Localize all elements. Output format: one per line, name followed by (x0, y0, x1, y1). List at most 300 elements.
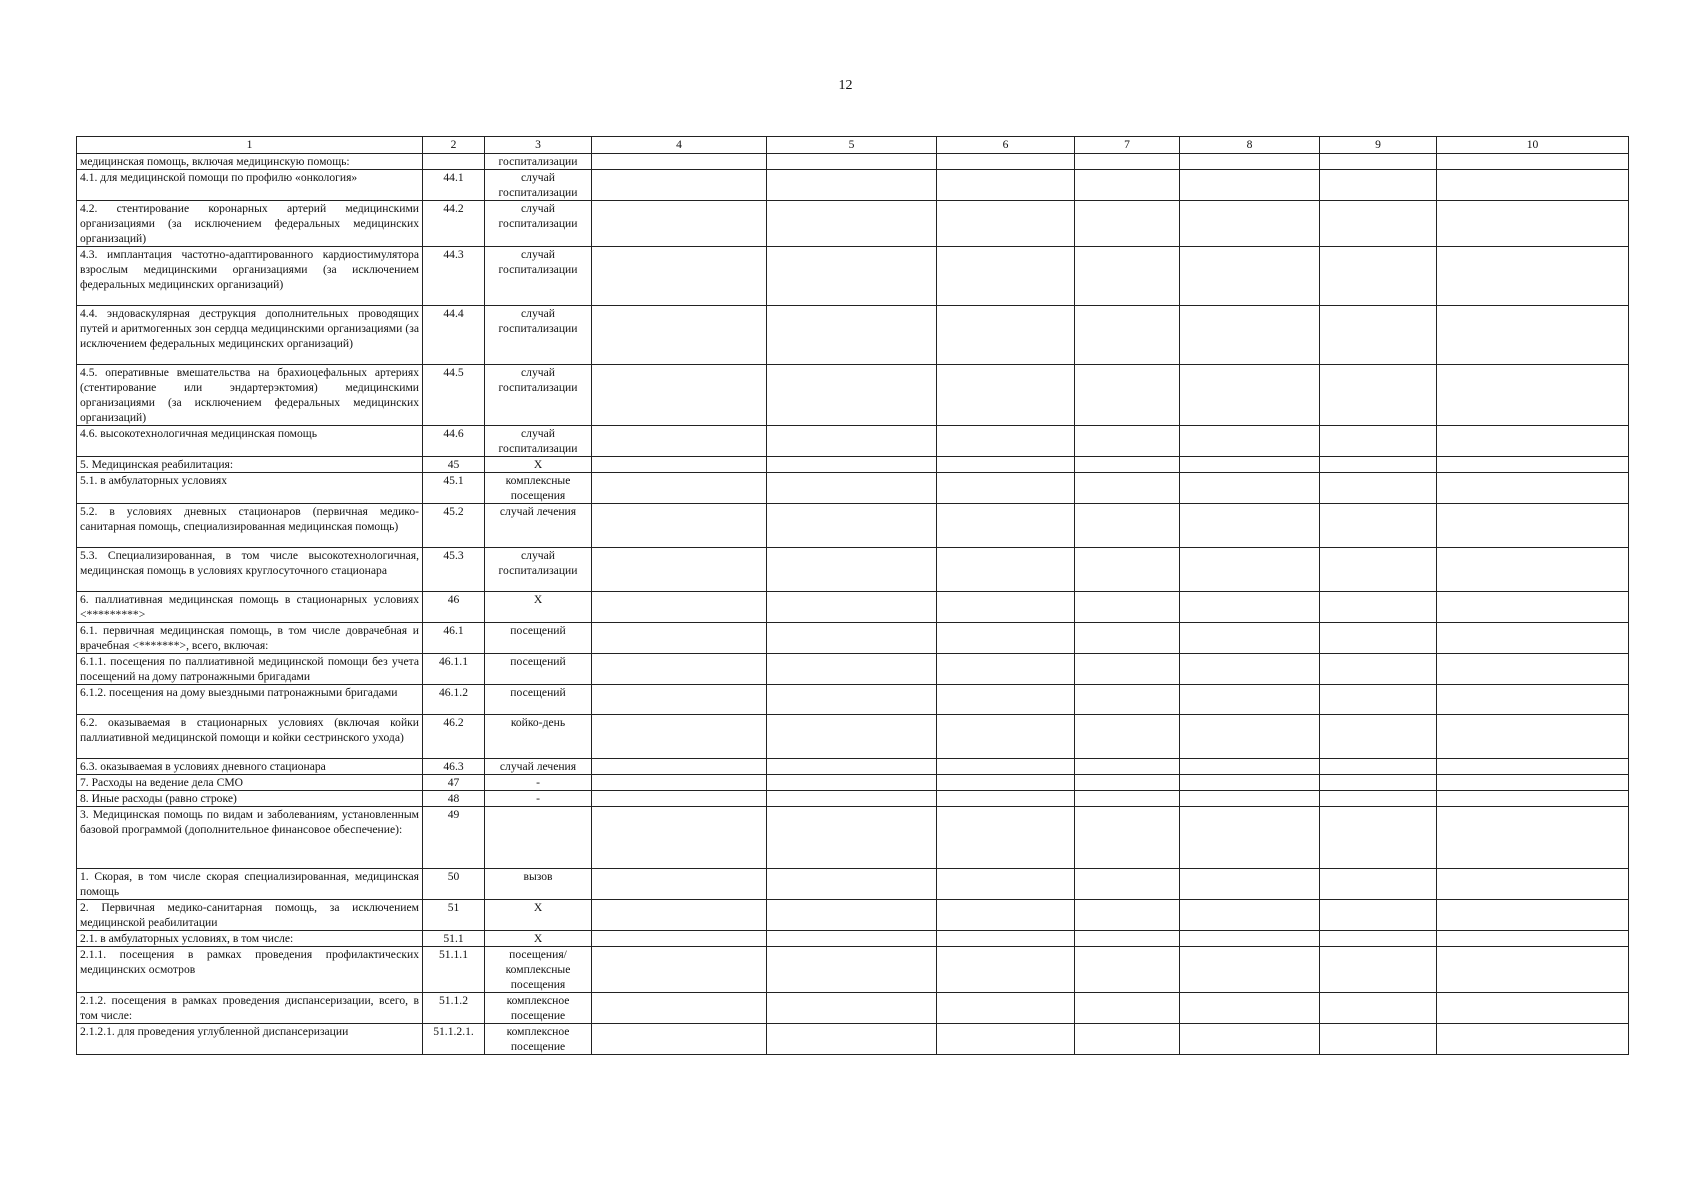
empty-value-cell (1075, 807, 1180, 869)
empty-value-cell (1180, 993, 1320, 1024)
empty-value-cell (1437, 473, 1629, 504)
empty-value-cell (937, 791, 1075, 807)
empty-value-cell (1180, 457, 1320, 473)
empty-value-cell (937, 623, 1075, 654)
empty-value-cell (592, 1024, 767, 1055)
row-name-cell: 5.2. в условиях дневных стационаров (первичная медико-санитарная помощь, специализированная медицинская помощь) (77, 504, 423, 548)
row-unit-cell: госпитализации (485, 154, 592, 170)
table-row (77, 715, 1629, 759)
row-code-cell: 49 (423, 807, 485, 869)
row-unit-cell: комплексное посещение (485, 1024, 592, 1055)
empty-value-cell (1075, 993, 1180, 1024)
empty-value-cell (1320, 791, 1437, 807)
empty-value-cell (1437, 759, 1629, 775)
empty-value-cell (767, 900, 937, 931)
empty-value-cell (937, 931, 1075, 947)
empty-value-cell (767, 592, 937, 623)
empty-value-cell (937, 365, 1075, 426)
empty-value-cell (1320, 548, 1437, 592)
empty-value-cell (1180, 154, 1320, 170)
empty-value-cell (592, 993, 767, 1024)
empty-value-cell (1075, 306, 1180, 365)
empty-value-cell (937, 900, 1075, 931)
empty-value-cell (1180, 791, 1320, 807)
row-unit-cell: Х (485, 900, 592, 931)
empty-value-cell (592, 654, 767, 685)
empty-value-cell (1075, 247, 1180, 306)
row-code-cell: 51.1 (423, 931, 485, 947)
empty-value-cell (1320, 807, 1437, 869)
table-row (77, 473, 1629, 504)
row-code-cell: 44.4 (423, 306, 485, 365)
empty-value-cell (1075, 426, 1180, 457)
empty-value-cell (1437, 900, 1629, 931)
column-number-row (77, 137, 1629, 154)
empty-value-cell (1320, 201, 1437, 247)
empty-value-cell (1437, 170, 1629, 201)
row-code-cell: 46.2 (423, 715, 485, 759)
row-unit-cell: Х (485, 931, 592, 947)
empty-value-cell (937, 807, 1075, 869)
row-name-cell: 6.1.2. посещения на дому выездными патронажными бригадами (77, 685, 423, 715)
empty-value-cell (1437, 791, 1629, 807)
empty-value-cell (1320, 170, 1437, 201)
empty-value-cell (1180, 900, 1320, 931)
empty-value-cell (1180, 715, 1320, 759)
empty-value-cell (592, 931, 767, 947)
data-table-container (76, 136, 1628, 1055)
row-code-cell: 51.1.2 (423, 993, 485, 1024)
empty-value-cell (1437, 592, 1629, 623)
empty-value-cell (1180, 504, 1320, 548)
row-unit-cell: комплексное посещение (485, 993, 592, 1024)
empty-value-cell (767, 654, 937, 685)
empty-value-cell (1320, 504, 1437, 548)
empty-value-cell (937, 426, 1075, 457)
row-code-cell: 46.1.1 (423, 654, 485, 685)
empty-value-cell (1320, 775, 1437, 791)
empty-value-cell (937, 170, 1075, 201)
row-unit-cell: случай госпитализации (485, 548, 592, 592)
row-name-cell: медицинская помощь, включая медицинскую помощь: (77, 154, 423, 170)
empty-value-cell (1437, 685, 1629, 715)
empty-value-cell (767, 869, 937, 900)
empty-value-cell (1320, 592, 1437, 623)
empty-value-cell (1075, 170, 1180, 201)
empty-value-cell (1437, 715, 1629, 759)
empty-value-cell (1320, 931, 1437, 947)
empty-value-cell (1075, 154, 1180, 170)
empty-value-cell (937, 775, 1075, 791)
empty-value-cell (1075, 592, 1180, 623)
empty-value-cell (1320, 900, 1437, 931)
empty-value-cell (1320, 759, 1437, 775)
row-code-cell: 45.1 (423, 473, 485, 504)
data-table (76, 136, 1629, 1055)
column-header-6: 6 (937, 137, 1075, 154)
empty-value-cell (767, 623, 937, 654)
empty-value-cell (937, 993, 1075, 1024)
row-code-cell: 45.2 (423, 504, 485, 548)
row-name-cell: 7. Расходы на ведение дела СМО (77, 775, 423, 791)
empty-value-cell (592, 426, 767, 457)
empty-value-cell (1180, 807, 1320, 869)
empty-value-cell (592, 473, 767, 504)
row-unit-cell: вызов (485, 869, 592, 900)
row-code-cell: 44.6 (423, 426, 485, 457)
empty-value-cell (1075, 715, 1180, 759)
row-name-cell: 6.3. оказываемая в условиях дневного стационара (77, 759, 423, 775)
empty-value-cell (1180, 426, 1320, 457)
column-header-2: 2 (423, 137, 485, 154)
empty-value-cell (937, 201, 1075, 247)
empty-value-cell (592, 365, 767, 426)
table-row (77, 869, 1629, 900)
row-name-cell: 4.6. высокотехнологичная медицинская помощь (77, 426, 423, 457)
empty-value-cell (937, 306, 1075, 365)
row-name-cell: 2.1.2.1. для проведения углубленной диспансеризации (77, 1024, 423, 1055)
empty-value-cell (1437, 869, 1629, 900)
empty-value-cell (1075, 201, 1180, 247)
table-row (77, 170, 1629, 201)
row-unit-cell: случай лечения (485, 759, 592, 775)
table-row (77, 548, 1629, 592)
row-unit-cell (485, 807, 592, 869)
empty-value-cell (1180, 775, 1320, 791)
empty-value-cell (767, 154, 937, 170)
row-unit-cell: случай госпитализации (485, 201, 592, 247)
empty-value-cell (1437, 365, 1629, 426)
row-code-cell: 44.5 (423, 365, 485, 426)
empty-value-cell (1437, 807, 1629, 869)
table-row (77, 1024, 1629, 1055)
row-code-cell: 48 (423, 791, 485, 807)
empty-value-cell (592, 170, 767, 201)
table-row (77, 623, 1629, 654)
empty-value-cell (767, 775, 937, 791)
empty-value-cell (1437, 457, 1629, 473)
empty-value-cell (767, 504, 937, 548)
empty-value-cell (1320, 1024, 1437, 1055)
row-name-cell: 2.1.2. посещения в рамках проведения диспансеризации, всего, в том числе: (77, 993, 423, 1024)
row-unit-cell: посещений (485, 685, 592, 715)
empty-value-cell (592, 201, 767, 247)
empty-value-cell (592, 154, 767, 170)
row-name-cell: 6.1. первичная медицинская помощь, в том числе доврачебная и врачебная <*******>, всего, включая: (77, 623, 423, 654)
row-unit-cell: посещения/ комплексные посещения (485, 947, 592, 993)
empty-value-cell (592, 947, 767, 993)
empty-value-cell (1075, 685, 1180, 715)
page-number: 12 (838, 78, 853, 93)
empty-value-cell (767, 457, 937, 473)
empty-value-cell (1180, 931, 1320, 947)
empty-value-cell (1180, 592, 1320, 623)
empty-value-cell (1180, 947, 1320, 993)
empty-value-cell (1075, 548, 1180, 592)
table-row (77, 993, 1629, 1024)
table-row (77, 685, 1629, 715)
empty-value-cell (767, 1024, 937, 1055)
table-row (77, 654, 1629, 685)
row-code-cell (423, 154, 485, 170)
empty-value-cell (767, 201, 937, 247)
empty-value-cell (1180, 548, 1320, 592)
empty-value-cell (592, 759, 767, 775)
empty-value-cell (1320, 473, 1437, 504)
empty-value-cell (767, 426, 937, 457)
empty-value-cell (937, 592, 1075, 623)
row-unit-cell: случай госпитализации (485, 306, 592, 365)
empty-value-cell (1437, 154, 1629, 170)
empty-value-cell (592, 775, 767, 791)
table-row (77, 791, 1629, 807)
empty-value-cell (1320, 365, 1437, 426)
row-name-cell: 4.4. эндоваскулярная деструкция дополнительных проводящих путей и аритмогенных зон сердца медицинскими организациями (за исключением федеральных медицинских организаций) (77, 306, 423, 365)
empty-value-cell (1075, 623, 1180, 654)
table-row (77, 457, 1629, 473)
empty-value-cell (1437, 548, 1629, 592)
empty-value-cell (592, 869, 767, 900)
empty-value-cell (1075, 869, 1180, 900)
empty-value-cell (767, 791, 937, 807)
empty-value-cell (1180, 201, 1320, 247)
row-code-cell: 45.3 (423, 548, 485, 592)
row-unit-cell: Х (485, 592, 592, 623)
row-name-cell: 8. Иные расходы (равно строке) (77, 791, 423, 807)
empty-value-cell (1320, 457, 1437, 473)
empty-value-cell (592, 685, 767, 715)
empty-value-cell (1437, 306, 1629, 365)
row-code-cell: 51 (423, 900, 485, 931)
empty-value-cell (937, 1024, 1075, 1055)
row-code-cell: 50 (423, 869, 485, 900)
empty-value-cell (1075, 654, 1180, 685)
empty-value-cell (1075, 759, 1180, 775)
empty-value-cell (592, 306, 767, 365)
table-row (77, 247, 1629, 306)
empty-value-cell (1437, 1024, 1629, 1055)
empty-value-cell (767, 947, 937, 993)
empty-value-cell (767, 931, 937, 947)
empty-value-cell (1437, 247, 1629, 306)
empty-value-cell (1180, 247, 1320, 306)
column-header-1: 1 (77, 137, 423, 154)
table-row (77, 947, 1629, 993)
empty-value-cell (1075, 365, 1180, 426)
empty-value-cell (1437, 947, 1629, 993)
row-name-cell: 4.3. имплантация частотно-адаптированного кардиостимулятора взрослым медицинскими организациями (за исключением федеральных медицинских организаций) (77, 247, 423, 306)
empty-value-cell (767, 170, 937, 201)
row-unit-cell: - (485, 775, 592, 791)
row-code-cell: 45 (423, 457, 485, 473)
empty-value-cell (1180, 1024, 1320, 1055)
empty-value-cell (767, 365, 937, 426)
empty-value-cell (1180, 759, 1320, 775)
empty-value-cell (592, 548, 767, 592)
column-header-10: 10 (1437, 137, 1629, 154)
empty-value-cell (1180, 654, 1320, 685)
empty-value-cell (1075, 457, 1180, 473)
table-row (77, 426, 1629, 457)
column-header-8: 8 (1180, 137, 1320, 154)
empty-value-cell (767, 685, 937, 715)
row-unit-cell: койко-день (485, 715, 592, 759)
table-row (77, 504, 1629, 548)
row-unit-cell: случай лечения (485, 504, 592, 548)
empty-value-cell (937, 504, 1075, 548)
empty-value-cell (1437, 201, 1629, 247)
empty-value-cell (1180, 170, 1320, 201)
row-name-cell: 5.3. Специализированная, в том числе высокотехнологичная, медицинская помощь в условиях круглосуточного стационара (77, 548, 423, 592)
empty-value-cell (592, 247, 767, 306)
empty-value-cell (937, 947, 1075, 993)
row-name-cell: 6. паллиативная медицинская помощь в стационарных условиях <*********> (77, 592, 423, 623)
table-row (77, 365, 1629, 426)
empty-value-cell (937, 715, 1075, 759)
row-name-cell: 5.1. в амбулаторных условиях (77, 473, 423, 504)
table-row (77, 900, 1629, 931)
empty-value-cell (1075, 1024, 1180, 1055)
empty-value-cell (1075, 504, 1180, 548)
empty-value-cell (1320, 154, 1437, 170)
empty-value-cell (937, 473, 1075, 504)
column-header-9: 9 (1320, 137, 1437, 154)
column-header-3: 3 (485, 137, 592, 154)
row-name-cell: 6.2. оказываемая в стационарных условиях (включая койки паллиативной медицинской помощи и койки сестринского ухода) (77, 715, 423, 759)
empty-value-cell (767, 759, 937, 775)
empty-value-cell (937, 759, 1075, 775)
table-row (77, 154, 1629, 170)
empty-value-cell (1320, 654, 1437, 685)
row-code-cell: 51.1.2.1. (423, 1024, 485, 1055)
row-unit-cell: Х (485, 457, 592, 473)
empty-value-cell (937, 457, 1075, 473)
row-code-cell: 46 (423, 592, 485, 623)
empty-value-cell (937, 154, 1075, 170)
empty-value-cell (937, 685, 1075, 715)
empty-value-cell (1437, 504, 1629, 548)
empty-value-cell (1075, 931, 1180, 947)
table-row (77, 592, 1629, 623)
table-row (77, 807, 1629, 869)
row-name-cell: 2.1. в амбулаторных условиях, в том числе: (77, 931, 423, 947)
row-code-cell: 47 (423, 775, 485, 791)
empty-value-cell (592, 715, 767, 759)
row-unit-cell: - (485, 791, 592, 807)
row-unit-cell: случай госпитализации (485, 170, 592, 201)
empty-value-cell (1075, 791, 1180, 807)
empty-value-cell (1437, 654, 1629, 685)
row-name-cell: 5. Медицинская реабилитация: (77, 457, 423, 473)
row-code-cell: 46.1.2 (423, 685, 485, 715)
empty-value-cell (1320, 306, 1437, 365)
row-unit-cell: посещений (485, 654, 592, 685)
table-row (77, 931, 1629, 947)
empty-value-cell (1320, 623, 1437, 654)
row-name-cell: 2. Первичная медико-санитарная помощь, за исключением медицинской реабилитации (77, 900, 423, 931)
empty-value-cell (1320, 715, 1437, 759)
empty-value-cell (767, 715, 937, 759)
empty-value-cell (1180, 685, 1320, 715)
empty-value-cell (767, 306, 937, 365)
row-name-cell: 4.5. оперативные вмешательства на брахиоцефальных артериях (стентирование или эндартерэктомия) медицинскими организациями (за исключением федеральных медицинских организаций) (77, 365, 423, 426)
empty-value-cell (937, 548, 1075, 592)
row-unit-cell: комплексные посещения (485, 473, 592, 504)
empty-value-cell (1180, 365, 1320, 426)
empty-value-cell (767, 993, 937, 1024)
empty-value-cell (592, 504, 767, 548)
row-code-cell: 44.3 (423, 247, 485, 306)
column-header-7: 7 (1075, 137, 1180, 154)
empty-value-cell (1180, 623, 1320, 654)
empty-value-cell (1437, 993, 1629, 1024)
empty-value-cell (592, 592, 767, 623)
row-name-cell: 3. Медицинская помощь по видам и заболеваниям, установленным базовой программой (дополнительное финансовое обеспечение): (77, 807, 423, 869)
row-name-cell: 4.1. для медицинской помощи по профилю «онкология» (77, 170, 423, 201)
column-header-4: 4 (592, 137, 767, 154)
empty-value-cell (1180, 473, 1320, 504)
row-name-cell: 2.1.1. посещения в рамках проведения профилактических медицинских осмотров (77, 947, 423, 993)
empty-value-cell (592, 900, 767, 931)
empty-value-cell (1437, 775, 1629, 791)
empty-value-cell (767, 548, 937, 592)
empty-value-cell (937, 869, 1075, 900)
empty-value-cell (1320, 685, 1437, 715)
row-code-cell: 46.3 (423, 759, 485, 775)
table-body (77, 154, 1629, 1055)
row-unit-cell: посещений (485, 623, 592, 654)
row-code-cell: 44.2 (423, 201, 485, 247)
empty-value-cell (1437, 426, 1629, 457)
row-name-cell: 4.2. стентирование коронарных артерий медицинскими организациями (за исключением федеральных медицинских организаций) (77, 201, 423, 247)
empty-value-cell (1075, 775, 1180, 791)
row-name-cell: 1. Скорая, в том числе скорая специализированная, медицинская помощь (77, 869, 423, 900)
row-unit-cell: случай госпитализации (485, 365, 592, 426)
empty-value-cell (592, 457, 767, 473)
empty-value-cell (767, 807, 937, 869)
table-row (77, 201, 1629, 247)
empty-value-cell (1437, 623, 1629, 654)
empty-value-cell (1320, 947, 1437, 993)
empty-value-cell (767, 247, 937, 306)
row-name-cell: 6.1.1. посещения по паллиативной медицинской помощи без учета посещений на дому патронажными бригадами (77, 654, 423, 685)
column-header-5: 5 (767, 137, 937, 154)
empty-value-cell (592, 791, 767, 807)
empty-value-cell (937, 654, 1075, 685)
empty-value-cell (937, 247, 1075, 306)
empty-value-cell (592, 807, 767, 869)
row-unit-cell: случай госпитализации (485, 426, 592, 457)
empty-value-cell (1320, 869, 1437, 900)
empty-value-cell (1180, 306, 1320, 365)
row-code-cell: 46.1 (423, 623, 485, 654)
table-row (77, 306, 1629, 365)
empty-value-cell (1437, 931, 1629, 947)
empty-value-cell (1320, 247, 1437, 306)
empty-value-cell (1075, 947, 1180, 993)
row-unit-cell: случай госпитализации (485, 247, 592, 306)
table-row (77, 775, 1629, 791)
empty-value-cell (592, 623, 767, 654)
empty-value-cell (767, 473, 937, 504)
table-row (77, 759, 1629, 775)
empty-value-cell (1180, 869, 1320, 900)
empty-value-cell (1320, 426, 1437, 457)
row-code-cell: 51.1.1 (423, 947, 485, 993)
empty-value-cell (1075, 473, 1180, 504)
empty-value-cell (1320, 993, 1437, 1024)
row-code-cell: 44.1 (423, 170, 485, 201)
